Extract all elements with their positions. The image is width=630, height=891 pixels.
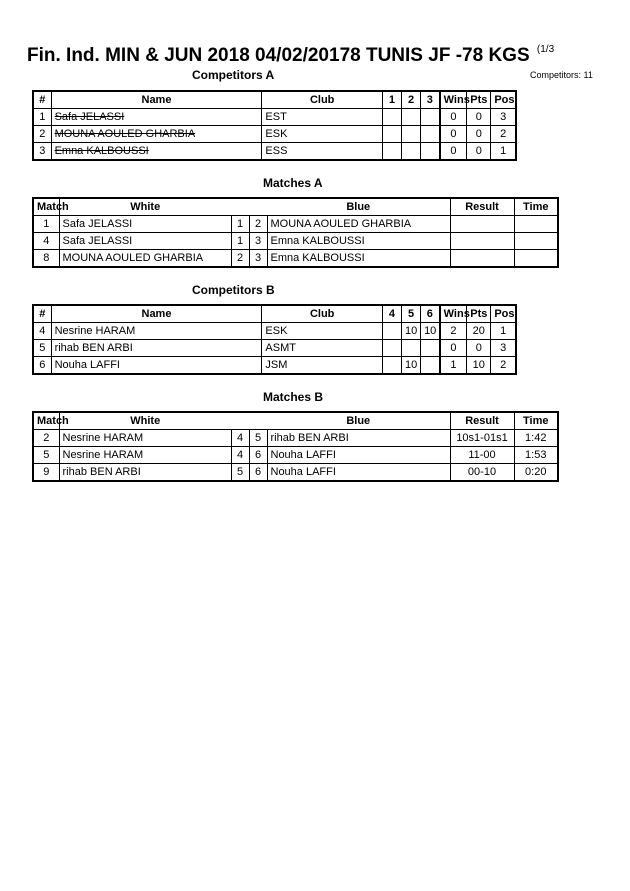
- matches-a-title: Matches A: [263, 176, 323, 190]
- competitor-club: ASMT: [262, 340, 382, 357]
- score-cell: [421, 109, 440, 126]
- points-cell: 0: [467, 109, 491, 126]
- wins-cell: 0: [440, 126, 467, 143]
- match-result: 10s1-01s1: [450, 430, 514, 447]
- col-blue: Blue: [267, 198, 450, 216]
- matches-b-table: [32, 411, 559, 482]
- col-result: Result: [450, 412, 514, 430]
- page-title: [27, 44, 554, 67]
- col-num: #: [33, 305, 51, 323]
- match-time: 1:53: [514, 447, 558, 464]
- col-score-5: 5: [401, 305, 420, 323]
- wins-cell: 0: [440, 109, 467, 126]
- competitor-name: Emna KALBOUSSI: [51, 143, 262, 161]
- col-white: White: [59, 412, 231, 430]
- white-competitor: Safa JELASSI: [59, 233, 231, 250]
- white-competitor: Safa JELASSI: [59, 216, 231, 233]
- score-cell: [421, 340, 440, 357]
- col-score-6: 6: [421, 305, 440, 323]
- match-row: [33, 216, 558, 233]
- white-competitor-number: 1: [231, 216, 249, 233]
- score-cell: [401, 143, 420, 161]
- match-time: 1:42: [514, 430, 558, 447]
- score-cell: [401, 126, 420, 143]
- matches-a-table: [32, 197, 559, 268]
- competitor-club: JSM: [262, 357, 382, 375]
- score-cell: [401, 340, 420, 357]
- blue-competitor: rihab BEN ARBI: [267, 430, 450, 447]
- points-cell: 0: [467, 340, 491, 357]
- position-cell: 2: [491, 126, 516, 143]
- match-result: 11-00: [450, 447, 514, 464]
- blue-competitor-number: 6: [249, 447, 267, 464]
- matches-a-header-row: [33, 198, 558, 216]
- score-cell: [382, 109, 401, 126]
- points-cell: 0: [467, 126, 491, 143]
- match-number: 9: [33, 464, 59, 482]
- competitor-club: ESK: [262, 323, 382, 340]
- event-title: Fin. Ind. MIN & JUN 2018 04/02/20178 TUNIS JF -78 KGS: [27, 45, 530, 66]
- score-cell: [382, 323, 401, 340]
- match-number: 8: [33, 250, 59, 268]
- position-cell: 3: [491, 340, 516, 357]
- col-num: #: [33, 91, 51, 109]
- competitor-row: [33, 357, 516, 375]
- match-result: [450, 216, 514, 233]
- white-competitor-number: 4: [231, 430, 249, 447]
- pool-b-title: Competitors B: [192, 283, 275, 297]
- pool-b-table: [32, 304, 517, 375]
- col-blue-num-spacer: [249, 198, 267, 216]
- white-competitor: Nesrine HARAM: [59, 447, 231, 464]
- wins-cell: 1: [440, 357, 467, 375]
- competitor-club: EST: [262, 109, 382, 126]
- match-result: [450, 233, 514, 250]
- col-white-num-spacer: [231, 412, 249, 430]
- col-pts: Pts: [467, 305, 491, 323]
- competitor-row: [33, 143, 516, 161]
- blue-competitor-number: 6: [249, 464, 267, 482]
- col-time: Time: [514, 198, 558, 216]
- col-time: Time: [514, 412, 558, 430]
- competitor-number: 3: [33, 143, 51, 161]
- match-time: [514, 250, 558, 268]
- col-blue: Blue: [267, 412, 450, 430]
- competitors-count: Competitors: 11: [530, 70, 593, 80]
- blue-competitor-number: 3: [249, 250, 267, 268]
- competitor-name: MOUNA AOULED GHARBIA: [51, 126, 262, 143]
- col-score-2: 2: [401, 91, 420, 109]
- col-club: Club: [262, 305, 382, 323]
- match-row: [33, 250, 558, 268]
- blue-competitor-number: 5: [249, 430, 267, 447]
- col-result: Result: [450, 198, 514, 216]
- col-white: White: [59, 198, 231, 216]
- match-number: 1: [33, 216, 59, 233]
- position-cell: 1: [491, 323, 516, 340]
- col-name: Name: [51, 91, 262, 109]
- wins-cell: 0: [440, 143, 467, 161]
- position-cell: 3: [491, 109, 516, 126]
- score-cell: [382, 340, 401, 357]
- white-competitor-number: 4: [231, 447, 249, 464]
- position-cell: 1: [491, 143, 516, 161]
- col-wins: Wins: [440, 305, 467, 323]
- points-cell: 20: [467, 323, 491, 340]
- match-row: [33, 233, 558, 250]
- score-cell: 10: [401, 357, 420, 375]
- col-pos: Pos: [491, 305, 516, 323]
- competitor-number: 4: [33, 323, 51, 340]
- white-competitor-number: 2: [231, 250, 249, 268]
- matches-b-title: Matches B: [263, 390, 324, 404]
- points-cell: 0: [467, 143, 491, 161]
- score-cell: [382, 126, 401, 143]
- score-cell: [382, 143, 401, 161]
- pool-a-header-row: [33, 91, 516, 109]
- competitor-row: [33, 126, 516, 143]
- white-competitor: rihab BEN ARBI: [59, 464, 231, 482]
- score-cell: [382, 357, 401, 375]
- competitor-name: Safa JELASSI: [51, 109, 262, 126]
- position-cell: 2: [491, 357, 516, 375]
- matches-b-header-row: [33, 412, 558, 430]
- competitor-row: [33, 340, 516, 357]
- col-score-3: 3: [421, 91, 440, 109]
- competitor-number: 2: [33, 126, 51, 143]
- col-pos: Pos: [491, 91, 516, 109]
- score-cell: [421, 126, 440, 143]
- blue-competitor: Nouha LAFFI: [267, 447, 450, 464]
- competitor-club: ESK: [262, 126, 382, 143]
- match-time: [514, 233, 558, 250]
- match-result: [450, 250, 514, 268]
- score-cell: 10: [401, 323, 420, 340]
- match-time: [514, 216, 558, 233]
- col-wins: Wins: [440, 91, 467, 109]
- blue-competitor: Emna KALBOUSSI: [267, 233, 450, 250]
- col-pts: Pts: [467, 91, 491, 109]
- competitor-number: 5: [33, 340, 51, 357]
- competitor-club: ESS: [262, 143, 382, 161]
- col-club: Club: [262, 91, 382, 109]
- match-number: 5: [33, 447, 59, 464]
- blue-competitor-number: 3: [249, 233, 267, 250]
- match-number: 2: [33, 430, 59, 447]
- pool-b-header-row: [33, 305, 516, 323]
- white-competitor-number: 5: [231, 464, 249, 482]
- match-row: [33, 430, 558, 447]
- competitor-row: [33, 109, 516, 126]
- col-match: Match: [33, 198, 59, 216]
- competitor-number: 1: [33, 109, 51, 126]
- score-cell: [421, 143, 440, 161]
- match-row: [33, 447, 558, 464]
- blue-competitor: Emna KALBOUSSI: [267, 250, 450, 268]
- match-time: 0:20: [514, 464, 558, 482]
- match-result: 00-10: [450, 464, 514, 482]
- wins-cell: 0: [440, 340, 467, 357]
- blue-competitor-number: 2: [249, 216, 267, 233]
- col-blue-num-spacer: [249, 412, 267, 430]
- white-competitor: Nesrine HARAM: [59, 430, 231, 447]
- competitor-row: [33, 323, 516, 340]
- score-cell: [421, 357, 440, 375]
- page-marker: (1/3: [536, 44, 555, 55]
- pool-a-title: Competitors A: [192, 68, 275, 82]
- white-competitor-number: 1: [231, 233, 249, 250]
- wins-cell: 2: [440, 323, 467, 340]
- blue-competitor: MOUNA AOULED GHARBIA: [267, 216, 450, 233]
- match-number: 4: [33, 233, 59, 250]
- white-competitor: MOUNA AOULED GHARBIA: [59, 250, 231, 268]
- col-white-num-spacer: [231, 198, 249, 216]
- score-cell: 10: [421, 323, 440, 340]
- competitor-name: Nouha LAFFI: [51, 357, 262, 375]
- pool-a-table: [32, 90, 517, 161]
- col-score-4: 4: [382, 305, 401, 323]
- score-cell: [401, 109, 420, 126]
- competitor-number: 6: [33, 357, 51, 375]
- col-match: Match: [33, 412, 59, 430]
- col-name: Name: [51, 305, 262, 323]
- competitor-name: Nesrine HARAM: [51, 323, 262, 340]
- match-row: [33, 464, 558, 482]
- competitor-name: rihab BEN ARBI: [51, 340, 262, 357]
- col-score-1: 1: [382, 91, 401, 109]
- points-cell: 10: [467, 357, 491, 375]
- blue-competitor: Nouha LAFFI: [267, 464, 450, 482]
